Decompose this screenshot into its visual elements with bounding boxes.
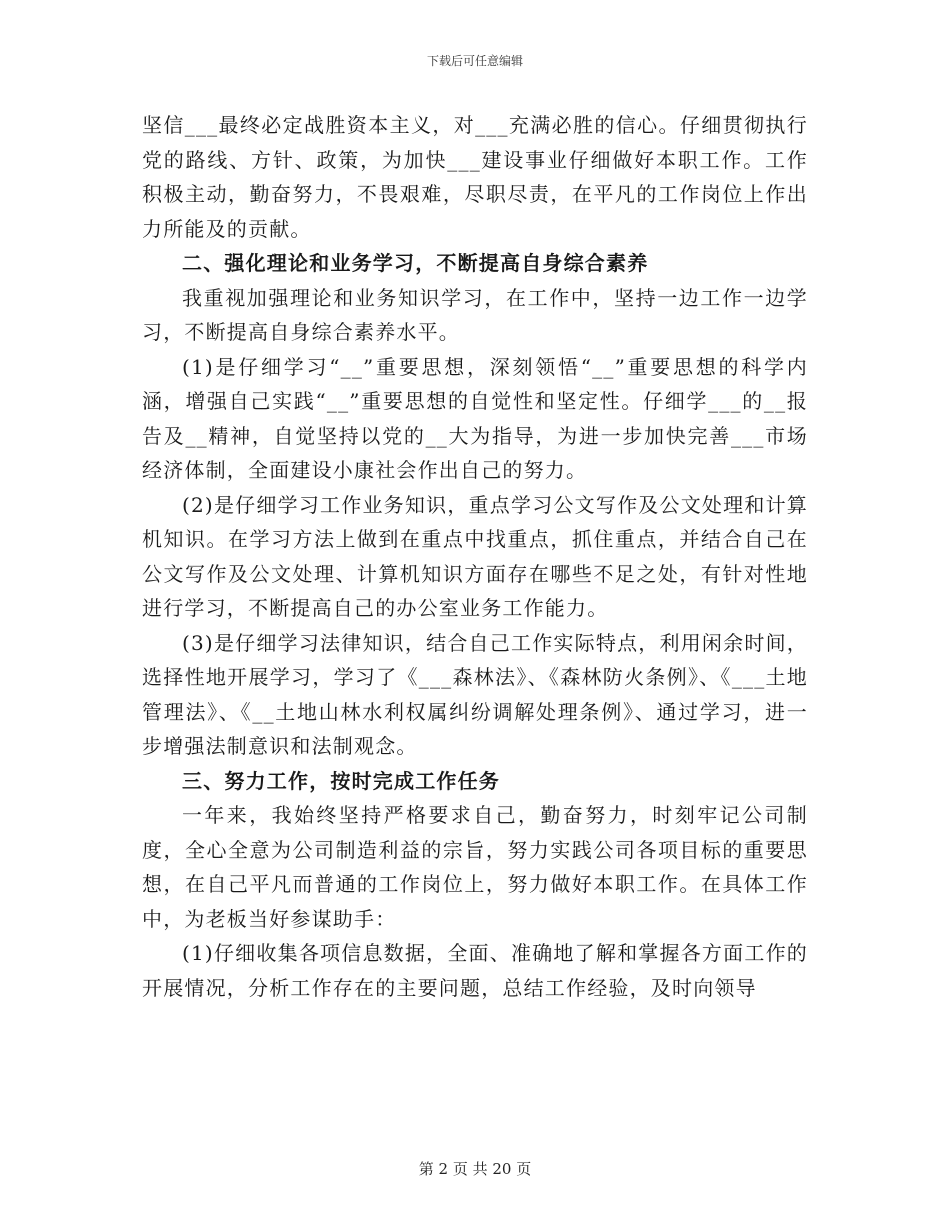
page-footer: 第 2 页 共 20 页 xyxy=(418,1160,532,1178)
paragraph-3: (1)是仔细学习“__”重要思想，深刻领悟“__”重要思想的科学内涵，增强自己实践“__”重要思想的自觉性和坚定性。仔细学___的__报告及__精神，自觉坚持以党的__大为指导，为进一步加快完善___市场经济体制，全面建设小康社会作出自己的努力。 xyxy=(142,354,808,482)
document-body xyxy=(142,108,808,1005)
paragraph-5: (3)是仔细学习法律知识，结合自己工作实际特点，利用闲余时间，选择性地开展学习，学习了《___森林法》、《森林防火条例》、《___土地管理法》、《__土地山林水利权属纠纷调解处理条例》、通过学习，进一步增强法制意识和法制观念。 xyxy=(142,630,808,758)
section-heading-3: 三、努力工作，按时完成工作任务 xyxy=(182,768,500,793)
page-header: 下载后可任意编辑 xyxy=(426,54,523,68)
paragraph-1: 坚信___最终必定战胜资本主义，对___充满必胜的信心。仔细贯彻执行党的路线、方针、政策，为加快___建设事业仔细做好本职工作。工作积极主动，勤奋努力，不畏艰难，尽职尽责，在平凡的工作岗位上作出力所能及的贡献。 xyxy=(142,113,808,241)
paragraph-4: (2)是仔细学习工作业务知识，重点学习公文写作及公文处理和计算机知识。在学习方法上做到在重点中找重点，抓住重点，并结合自己在公文写作及公文处理、计算机知识方面存在哪些不足之处，有针对性地进行学习，不断提高自己的办公室业务工作能力。 xyxy=(142,492,808,620)
section-heading-2: 二、强化理论和业务学习，不断提高自身综合素养 xyxy=(182,251,649,275)
paragraph-7: (1)仔细收集各项信息数据，全面、准确地了解和掌握各方面工作的开展情况，分析工作存在的主要问题，总结工作经验，及时向领导 xyxy=(142,941,808,1000)
paragraph-2: 我重视加强理论和业务知识学习，在工作中，坚持一边工作一边学习，不断提高自身综合素养水平。 xyxy=(142,285,808,344)
paragraph-6: 一年来，我始终坚持严格要求自己，勤奋努力，时刻牢记公司制度，全心全意为公司制造利益的宗旨，努力实践公司各项目标的重要思想，在自己平凡而普通的工作岗位上，努力做好本职工作。在具体工作中，为老板当好参谋助手： xyxy=(142,803,808,931)
